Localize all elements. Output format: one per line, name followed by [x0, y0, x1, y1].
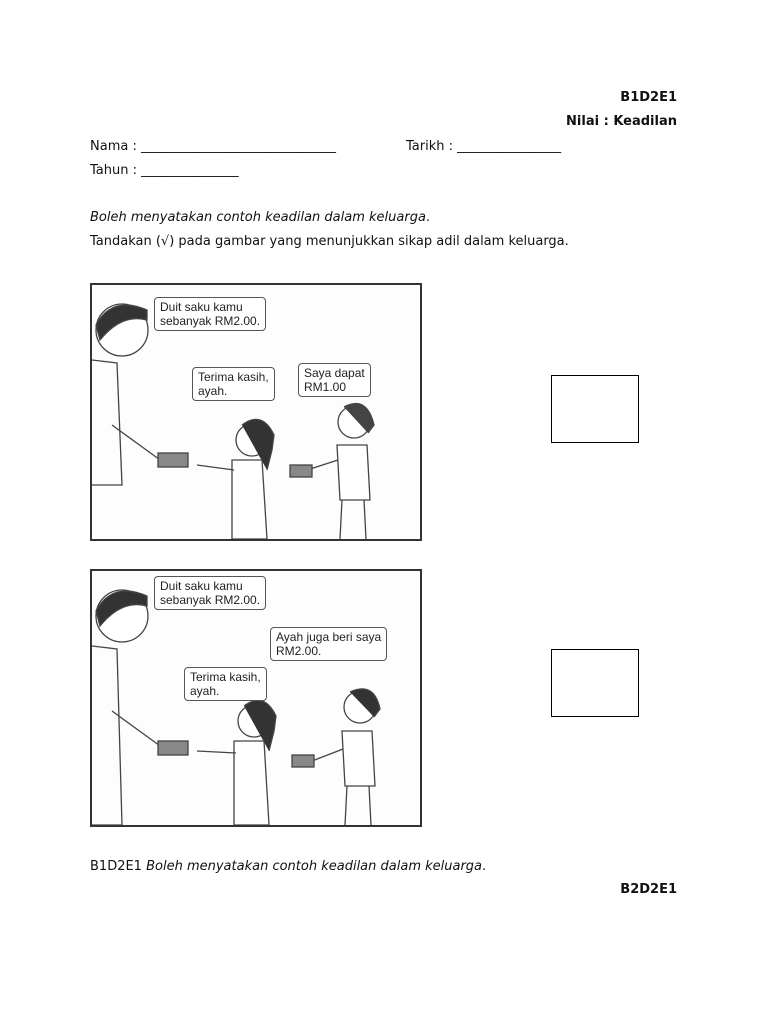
boy-speech-bubble [270, 627, 387, 661]
father-speech-bubble [154, 297, 266, 331]
objective-text: Boleh menyatakan contoh keadilan dalam keluarga [90, 210, 426, 225]
illustration-panel-1 [90, 283, 422, 541]
year-field[interactable]: Tahun : _______________ [90, 163, 239, 178]
speech-line: ayah. [190, 684, 220, 698]
girl-speech-bubble [184, 667, 267, 701]
speech-line: Duit saku kamu [160, 300, 243, 314]
speech-line: Duit saku kamu [160, 579, 243, 593]
task-instruction: Tandakan (√) pada gambar yang menunjukkan sikap adil dalam keluarga. [90, 234, 569, 249]
next-worksheet-code: B2D2E1 [620, 882, 677, 897]
footer-objective [90, 859, 486, 874]
objective-line [90, 210, 430, 225]
footer-objective-period: . [482, 859, 487, 874]
speech-line: Ayah juga beri saya [276, 630, 382, 644]
footer-objective-text: Boleh menyatakan contoh keadilan dalam keluarga [146, 859, 483, 874]
checkbox-panel-2[interactable] [551, 649, 639, 717]
girl-speech-bubble [192, 367, 275, 401]
speech-line: ayah. [198, 384, 228, 398]
speech-line: RM1.00 [304, 380, 347, 394]
date-field[interactable]: Tarikh : ________________ [406, 139, 562, 154]
value-label: Nilai : Keadilan [566, 114, 677, 129]
footer-code: B1D2E1 [90, 859, 142, 874]
objective-period: . [425, 210, 431, 225]
speech-line: sebanyak RM2.00. [160, 593, 261, 607]
father-speech-bubble [154, 576, 266, 610]
boy-speech-bubble [298, 363, 371, 397]
speech-line: RM2.00. [276, 644, 322, 658]
worksheet-code: B1D2E1 [620, 90, 677, 105]
illustration-panel-2 [90, 569, 422, 827]
speech-line: sebanyak RM2.00. [160, 314, 261, 328]
name-field[interactable]: Nama : ______________________________ [90, 139, 336, 154]
speech-line: Saya dapat [304, 366, 365, 380]
speech-line: Terima kasih, [198, 370, 269, 384]
speech-line: Terima kasih, [190, 670, 261, 684]
checkbox-panel-1[interactable] [551, 375, 639, 443]
